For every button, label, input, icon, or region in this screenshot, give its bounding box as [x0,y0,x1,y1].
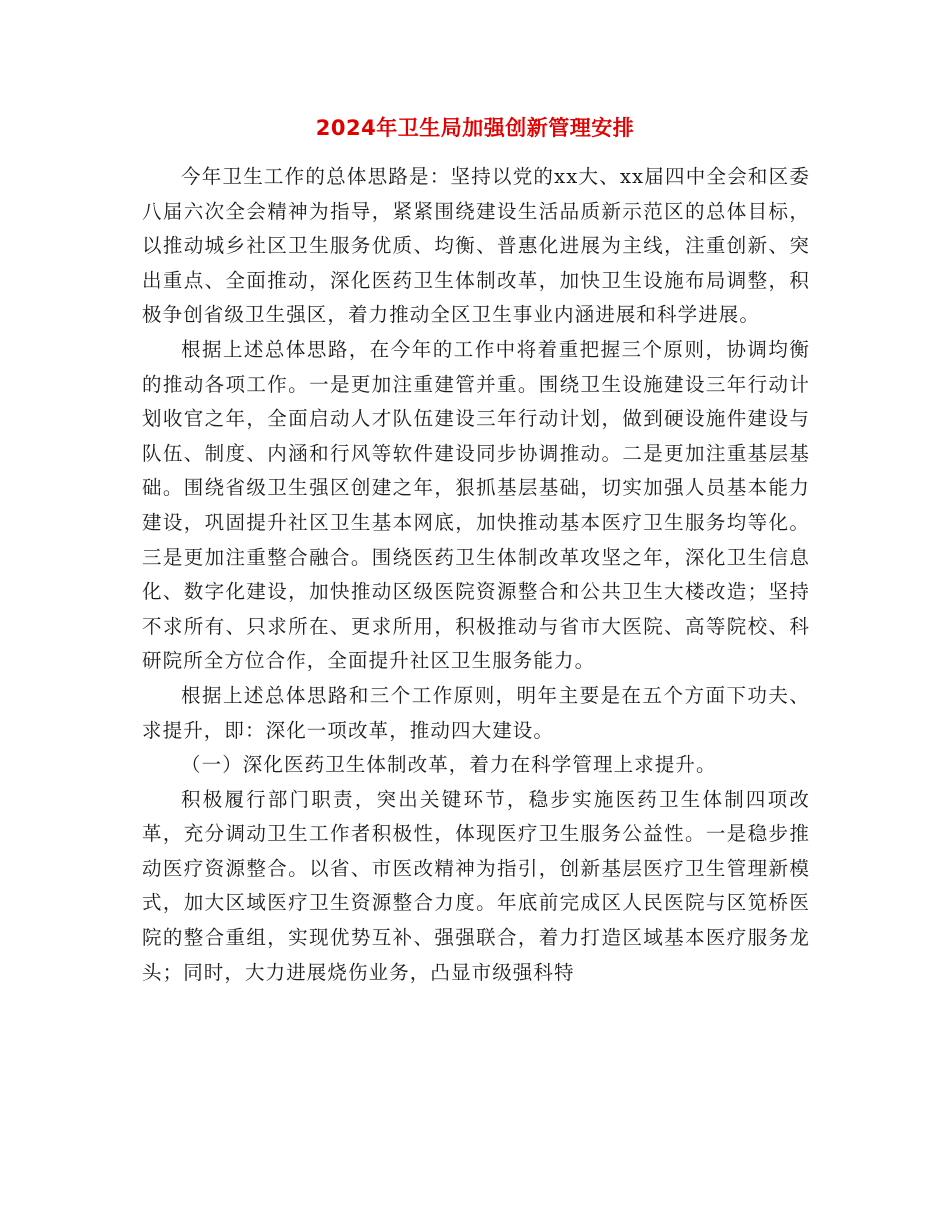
paragraph-three-principles: 根据上述总体思路，在今年的工作中将着重把握三个原则，协调均衡的推动各项工作。一是更加注重建管并重。围绕卫生设施建设三年行动计划收官之年，全面启动人才队伍建设三年行动计划，做到硬设施件建设与队伍、制度、内涵和行风等软件建设同步协调推动。二是更加注重基层基础。围绕省级卫生强区创建之年，狠抓基层基础，切实加强人员基本能力建设，巩固提升社区卫生基本网底，加快推动基本医疗卫生服务均等化。三是更加注重整合融合。围绕医药卫生体制改革攻坚之年，深化卫生信息化、数字化建设，加快推动区级医院资源整合和公共卫生大楼改造；坚持不求所有、只求所在、更求所用，积极推动与省市大医院、高等院校、科研院所全方位合作，全面提升社区卫生服务能力。 [142,337,810,673]
section-heading-1: （一）深化医药卫生体制改革，着力在科学管理上求提升。 [181,753,717,777]
paragraph-overall-approach: 今年卫生工作的总体思路是：坚持以党的xx大、xx届四中全会和区委八届六次全会精神为指导，紧紧围绕建设生活品质新示范区的总体目标，以推动城乡社区卫生服务优质、均衡、普惠化进展为主线，注重创新、突出重点、全面推动，深化医药卫生体制改革，加快卫生设施布局调整，积极争创省级卫生强区，着力推动全区卫生事业内涵进展和科学进展。 [142,165,810,327]
document-body [142,160,810,990]
document-title: 2024年卫生局加强创新管理安排 [315,116,635,140]
paragraph-five-aspects: 根据上述总体思路和三个工作原则，明年主要是在五个方面下功夫、求提升，即：深化一项改革，推动四大建设。 [142,683,810,742]
paragraph-reform-details: 积极履行部门职责，突出关键环节，稳步实施医药卫生体制四项改革，充分调动卫生工作者积极性，体现医疗卫生服务公益性。一是稳步推动医疗资源整合。以省、市医改精神为指引，创新基层医疗卫生管理新模式，加大区域医疗卫生资源整合力度。年底前完成区人民医院与区笕桥医院的整合重组，实现优势互补、强强联合，着力打造区域基本医疗服务龙头；同时，大力进展烧伤业务，凸显市级强科特 [142,787,810,984]
